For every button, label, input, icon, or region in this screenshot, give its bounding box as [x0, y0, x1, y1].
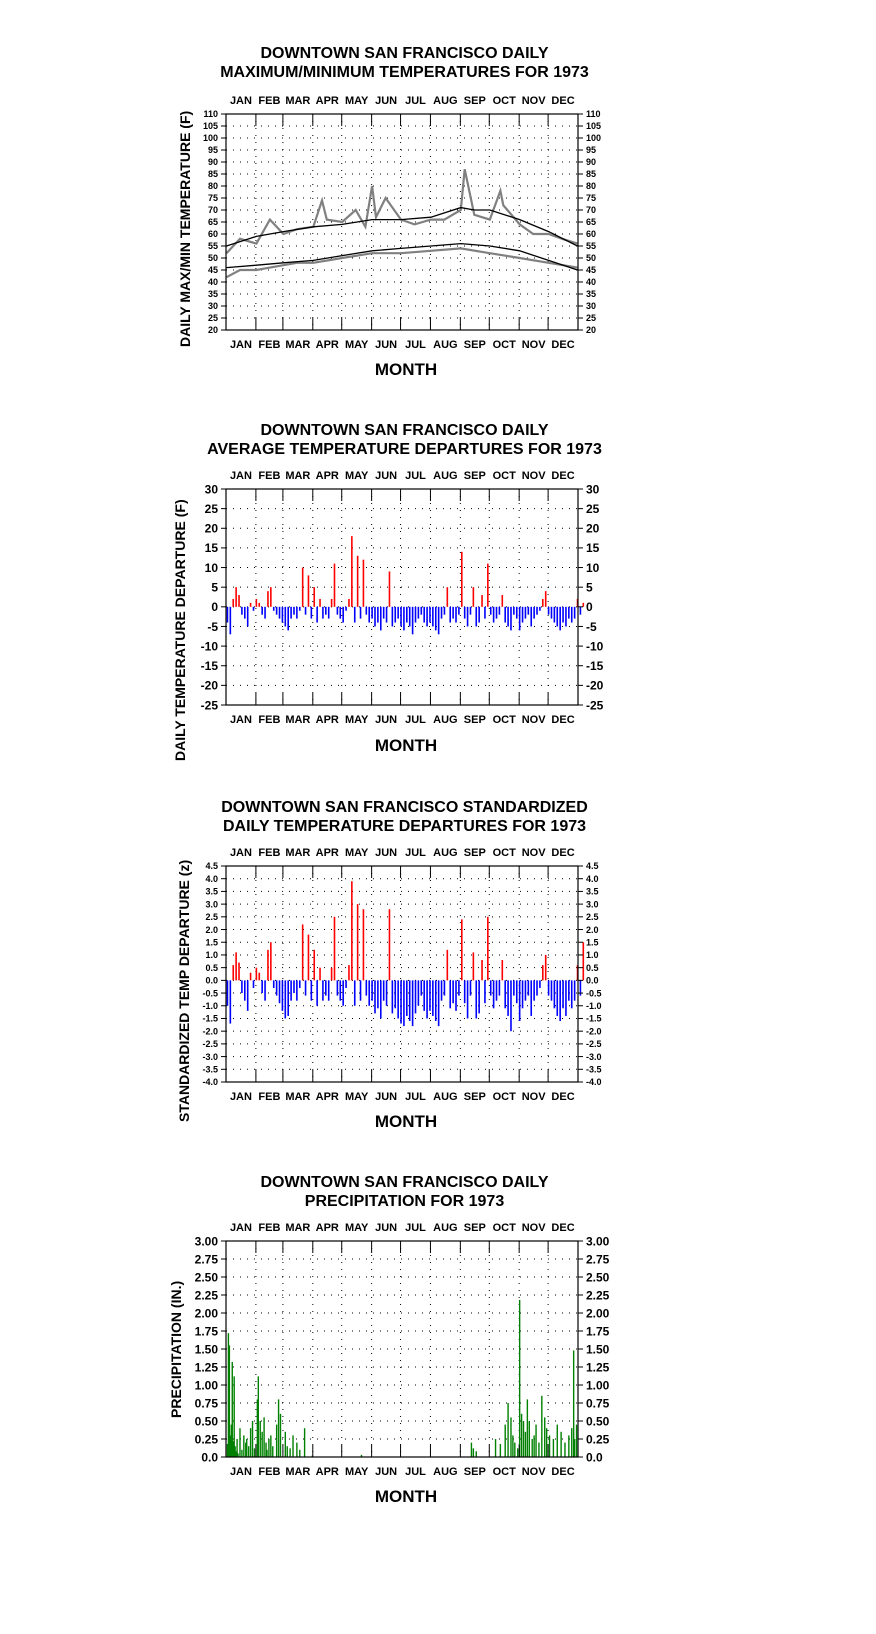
- y-tick-label: 25: [204, 501, 218, 516]
- y-tick-label: 2.5: [205, 912, 218, 923]
- y-tick-label: 20: [586, 521, 600, 536]
- y-tick-label: 85: [207, 169, 218, 180]
- x-tick-label: JAN: [229, 1222, 252, 1234]
- x-axis-title: MONTH: [374, 1112, 438, 1131]
- y-tick-label: 35: [207, 289, 218, 300]
- y-tick-label: 15: [204, 541, 218, 556]
- y-tick-label: 4.5: [586, 861, 599, 872]
- y-tick-label: 3.00: [586, 1234, 610, 1249]
- x-tick-label: JAN: [229, 1091, 252, 1103]
- y-tick-label: 1.00: [586, 1378, 610, 1393]
- y-tick-label: 1.0: [205, 950, 218, 961]
- x-tick-label: DEC: [551, 470, 575, 482]
- y-tick-label: 1.00: [194, 1378, 218, 1393]
- y-tick-label: 60: [586, 229, 597, 240]
- x-tick-label: FEB: [258, 714, 281, 726]
- x-tick-label: MAR: [285, 1222, 311, 1234]
- x-tick-label: NOV: [521, 1091, 546, 1103]
- x-tick-label: FEB: [258, 847, 281, 859]
- y-tick-label: -15: [200, 659, 218, 674]
- x-tick-label: JUN: [375, 714, 398, 726]
- y-tick-label: -2.0: [586, 1026, 602, 1037]
- x-tick-label: MAY: [344, 714, 369, 726]
- x-tick-label: JAN: [229, 95, 252, 107]
- plot-frame: [226, 489, 578, 705]
- y-tick-label: 2.50: [586, 1270, 610, 1285]
- x-tick-label: MAR: [285, 339, 311, 351]
- series-line-observed-max: [227, 169, 578, 253]
- x-axis-title: MONTH: [374, 1487, 438, 1506]
- x-tick-label: DEC: [551, 1091, 575, 1103]
- y-tick-label: 105: [202, 121, 218, 132]
- y-tick-label: 0.5: [205, 962, 218, 973]
- x-tick-label: DEC: [551, 847, 575, 859]
- y-tick-label: -2.5: [586, 1039, 602, 1050]
- x-tick-label: NOV: [521, 1466, 546, 1478]
- x-axis-title: MONTH: [374, 736, 438, 755]
- y-tick-label: 5: [586, 580, 593, 595]
- x-tick-label: JUN: [375, 95, 398, 107]
- y-tick-label: 105: [586, 121, 602, 132]
- x-tick-label: OCT: [492, 339, 516, 351]
- panel-maxmin: [0, 0, 876, 405]
- y-tick-label: 0.0: [201, 1450, 218, 1465]
- x-tick-label: JUL: [405, 847, 426, 859]
- x-tick-label: MAY: [344, 1091, 369, 1103]
- y-tick-label: 90: [207, 157, 218, 168]
- y-tick-label: 70: [586, 205, 597, 216]
- y-tick-label: 1.75: [194, 1324, 218, 1339]
- x-tick-label: AUG: [433, 339, 458, 351]
- y-tick-label: 0: [211, 600, 218, 615]
- y-tick-label: 95: [207, 145, 218, 156]
- chart-title-line-2: PRECIPITATION FOR 1973: [304, 1193, 505, 1210]
- chart-title-line-1: DOWNTOWN SAN FRANCISCO DAILY: [260, 45, 549, 62]
- y-tick-label: 110: [586, 109, 601, 120]
- y-tick-label: 2.5: [586, 912, 599, 923]
- x-tick-label: FEB: [258, 1222, 281, 1234]
- y-tick-label: -1.5: [202, 1013, 218, 1024]
- y-tick-label: 0.0: [586, 975, 599, 986]
- x-tick-label: JAN: [229, 339, 252, 351]
- x-tick-label: MAY: [344, 339, 369, 351]
- chart-title-line-1: DOWNTOWN SAN FRANCISCO DAILY: [260, 422, 549, 439]
- x-tick-label: APR: [315, 95, 339, 107]
- x-tick-label: SEP: [463, 1091, 486, 1103]
- y-tick-label: 0.25: [194, 1432, 218, 1447]
- y-tick-label: 70: [207, 205, 218, 216]
- y-tick-label: -0.5: [202, 988, 218, 999]
- y-tick-label: 1.5: [586, 937, 599, 948]
- x-tick-label: APR: [315, 1091, 339, 1103]
- y-tick-label: 1.25: [194, 1360, 218, 1375]
- y-tick-label: 0.75: [586, 1396, 610, 1411]
- y-tick-label: 20: [207, 325, 218, 336]
- y-tick-label: 50: [586, 253, 597, 264]
- standardized-plot: [0, 785, 876, 1160]
- x-tick-label: NOV: [521, 470, 546, 482]
- x-tick-label: AUG: [433, 95, 458, 107]
- x-tick-label: FEB: [258, 1091, 281, 1103]
- x-tick-label: MAR: [285, 714, 311, 726]
- y-axis-label: STANDARDIZED TEMP DEPARTURE (z): [176, 859, 192, 1122]
- y-tick-label: 80: [207, 181, 218, 192]
- y-tick-label: -10: [200, 639, 218, 654]
- x-tick-label: MAR: [285, 470, 311, 482]
- y-tick-label: 55: [207, 241, 218, 252]
- x-tick-label: DEC: [551, 339, 575, 351]
- y-tick-label: 3.0: [586, 899, 599, 910]
- y-tick-label: 40: [207, 277, 218, 288]
- x-tick-label: MAR: [285, 95, 311, 107]
- x-tick-label: JUN: [375, 847, 398, 859]
- x-tick-label: DEC: [551, 714, 575, 726]
- y-tick-label: 2.25: [194, 1288, 218, 1303]
- y-tick-label: -5: [586, 619, 597, 634]
- x-tick-label: SEP: [463, 1466, 486, 1478]
- x-tick-label: JAN: [229, 1466, 252, 1478]
- y-axis-label: DAILY TEMPERATURE DEPARTURE (F): [172, 499, 188, 761]
- y-tick-label: 20: [586, 325, 597, 336]
- y-tick-label: 35: [586, 289, 597, 300]
- x-tick-label: JAN: [229, 470, 252, 482]
- x-tick-label: DEC: [551, 95, 575, 107]
- x-tick-label: MAY: [344, 847, 369, 859]
- y-tick-label: 30: [586, 482, 600, 497]
- x-tick-label: JUL: [405, 1222, 426, 1234]
- x-tick-label: JUN: [375, 470, 398, 482]
- y-tick-label: -2.0: [202, 1026, 218, 1037]
- y-tick-label: 75: [586, 193, 597, 204]
- x-tick-label: JAN: [229, 847, 252, 859]
- y-tick-label: 50: [207, 253, 218, 264]
- y-tick-label: -0.5: [586, 988, 602, 999]
- y-tick-label: 2.00: [194, 1306, 218, 1321]
- x-tick-label: FEB: [258, 1466, 281, 1478]
- y-axis-label: PRECIPITATION (IN.): [168, 1280, 184, 1418]
- x-tick-label: SEP: [463, 339, 486, 351]
- plot-frame: [226, 866, 578, 1082]
- x-tick-label: SEP: [463, 714, 486, 726]
- x-tick-label: APR: [315, 1466, 339, 1478]
- x-tick-label: FEB: [258, 470, 281, 482]
- panel-precipitation: [0, 1160, 876, 1520]
- y-tick-label: 3.0: [205, 899, 218, 910]
- y-tick-label: -1.0: [202, 1001, 218, 1012]
- x-tick-label: APR: [315, 714, 339, 726]
- x-tick-label: AUG: [433, 1222, 458, 1234]
- x-axis-title: MONTH: [374, 360, 438, 379]
- x-tick-label: MAR: [285, 1091, 311, 1103]
- y-tick-label: -20: [586, 678, 604, 693]
- y-tick-label: 0.5: [586, 962, 599, 973]
- y-tick-label: 85: [586, 169, 597, 180]
- x-tick-label: OCT: [492, 714, 516, 726]
- y-tick-label: 30: [207, 301, 218, 312]
- y-tick-label: 5: [211, 580, 218, 595]
- y-tick-label: 2.0: [586, 924, 599, 935]
- y-tick-label: -25: [200, 698, 218, 713]
- x-tick-label: APR: [315, 847, 339, 859]
- x-tick-label: SEP: [463, 847, 486, 859]
- x-tick-label: JUL: [405, 339, 426, 351]
- y-tick-label: 90: [586, 157, 597, 168]
- y-tick-label: 1.0: [586, 950, 599, 961]
- y-tick-label: 3.5: [205, 886, 218, 897]
- x-tick-label: JUL: [405, 95, 426, 107]
- x-tick-label: NOV: [521, 847, 546, 859]
- y-tick-label: 2.75: [194, 1252, 218, 1267]
- y-tick-label: -20: [200, 678, 218, 693]
- y-tick-label: 40: [586, 277, 597, 288]
- y-tick-label: 75: [207, 193, 218, 204]
- y-tick-label: 25: [586, 501, 600, 516]
- y-axis-label: DAILY MAX/MIN TEMPERATURE (F): [177, 110, 193, 347]
- y-tick-label: 3.00: [194, 1234, 218, 1249]
- y-tick-label: -15: [586, 659, 604, 674]
- y-tick-label: -3.0: [586, 1051, 602, 1062]
- y-tick-label: -4.0: [202, 1077, 218, 1088]
- panel-departures: [0, 405, 876, 785]
- y-tick-label: 10: [204, 560, 218, 575]
- x-tick-label: APR: [315, 470, 339, 482]
- y-tick-label: 100: [586, 133, 602, 144]
- x-tick-label: NOV: [521, 1222, 546, 1234]
- y-tick-label: 1.75: [586, 1324, 610, 1339]
- x-tick-label: MAY: [344, 1466, 369, 1478]
- y-tick-label: 1.25: [586, 1360, 610, 1375]
- x-tick-label: SEP: [463, 1222, 486, 1234]
- departures-plot: [0, 405, 876, 785]
- x-tick-label: JUN: [375, 339, 398, 351]
- x-tick-label: OCT: [492, 1466, 516, 1478]
- y-tick-label: 65: [586, 217, 597, 228]
- x-tick-label: APR: [315, 1222, 339, 1234]
- x-tick-label: JUL: [405, 1466, 426, 1478]
- x-tick-label: OCT: [492, 847, 516, 859]
- x-tick-label: FEB: [258, 339, 281, 351]
- y-tick-label: -3.5: [202, 1064, 218, 1075]
- panel-standardized: [0, 785, 876, 1160]
- y-tick-label: -3.5: [586, 1064, 602, 1075]
- y-tick-label: 0.50: [586, 1414, 610, 1429]
- y-tick-label: 0.25: [586, 1432, 610, 1447]
- y-tick-label: 60: [207, 229, 218, 240]
- chart-title-line-1: DOWNTOWN SAN FRANCISCO DAILY: [260, 1174, 549, 1191]
- y-tick-label: 30: [204, 482, 218, 497]
- y-tick-label: 45: [207, 265, 218, 276]
- y-tick-label: 3.5: [586, 886, 599, 897]
- y-tick-label: 20: [204, 521, 218, 536]
- y-tick-label: 0.0: [586, 1450, 603, 1465]
- x-tick-label: JUL: [405, 1091, 426, 1103]
- y-tick-label: 2.0: [205, 924, 218, 935]
- x-tick-label: AUG: [433, 714, 458, 726]
- y-tick-label: 45: [586, 265, 597, 276]
- x-tick-label: OCT: [492, 95, 516, 107]
- y-tick-label: -3.0: [202, 1051, 218, 1062]
- y-tick-label: 4.0: [205, 873, 218, 884]
- y-tick-label: 25: [207, 313, 218, 324]
- x-tick-label: APR: [315, 339, 339, 351]
- x-tick-label: JUL: [405, 714, 426, 726]
- y-tick-label: 2.75: [586, 1252, 610, 1267]
- y-tick-label: 0.50: [194, 1414, 218, 1429]
- y-tick-label: -2.5: [202, 1039, 218, 1050]
- y-tick-label: 0.0: [205, 975, 218, 986]
- x-tick-label: JAN: [229, 714, 252, 726]
- x-tick-label: NOV: [521, 714, 546, 726]
- x-tick-label: FEB: [258, 95, 281, 107]
- x-tick-label: JUN: [375, 1091, 398, 1103]
- chart-title-line-1: DOWNTOWN SAN FRANCISCO STANDARDIZED: [221, 799, 588, 816]
- y-tick-label: 1.50: [586, 1342, 610, 1357]
- y-tick-label: 30: [586, 301, 597, 312]
- y-tick-label: 0: [586, 600, 593, 615]
- x-tick-label: MAY: [344, 470, 369, 482]
- y-tick-label: -10: [586, 639, 604, 654]
- x-tick-label: AUG: [433, 847, 458, 859]
- x-tick-label: OCT: [492, 470, 516, 482]
- y-tick-label: 15: [586, 541, 600, 556]
- chart-title-line-2: MAXIMUM/MINIMUM TEMPERATURES FOR 1973: [220, 64, 589, 81]
- x-tick-label: DEC: [551, 1466, 575, 1478]
- y-tick-label: 100: [202, 133, 218, 144]
- y-tick-label: 2.25: [586, 1288, 610, 1303]
- x-tick-label: AUG: [433, 1091, 458, 1103]
- x-tick-label: MAR: [285, 1466, 311, 1478]
- x-tick-label: MAY: [344, 1222, 369, 1234]
- x-tick-label: AUG: [433, 1466, 458, 1478]
- y-tick-label: 2.00: [586, 1306, 610, 1321]
- x-tick-label: JUN: [375, 1222, 398, 1234]
- y-tick-label: 80: [586, 181, 597, 192]
- maxmin-plot: [0, 0, 876, 405]
- y-tick-label: -1.5: [586, 1013, 602, 1024]
- y-tick-label: 4.5: [205, 861, 218, 872]
- x-tick-label: JUN: [375, 1466, 398, 1478]
- chart-title-line-2: AVERAGE TEMPERATURE DEPARTURES FOR 1973: [207, 441, 602, 458]
- y-tick-label: -5: [207, 619, 218, 634]
- x-tick-label: DEC: [551, 1222, 575, 1234]
- y-tick-label: 55: [586, 241, 597, 252]
- y-tick-label: 1.5: [205, 937, 218, 948]
- x-tick-label: NOV: [521, 95, 546, 107]
- x-tick-label: AUG: [433, 470, 458, 482]
- x-tick-label: NOV: [521, 339, 546, 351]
- y-tick-label: 110: [203, 109, 218, 120]
- x-tick-label: JUL: [405, 470, 426, 482]
- y-tick-label: 95: [586, 145, 597, 156]
- x-tick-label: OCT: [492, 1222, 516, 1234]
- x-tick-label: SEP: [463, 95, 486, 107]
- y-tick-label: 0.75: [194, 1396, 218, 1411]
- x-tick-label: SEP: [463, 470, 486, 482]
- chart-title-line-2: DAILY TEMPERATURE DEPARTURES FOR 1973: [222, 818, 587, 835]
- x-tick-label: MAY: [344, 95, 369, 107]
- y-tick-label: 2.50: [194, 1270, 218, 1285]
- precipitation-plot: [0, 1160, 876, 1520]
- y-tick-label: 1.50: [194, 1342, 218, 1357]
- y-tick-label: 25: [586, 313, 597, 324]
- y-tick-label: -4.0: [586, 1077, 602, 1088]
- y-tick-label: -25: [586, 698, 604, 713]
- y-tick-label: -1.0: [586, 1001, 602, 1012]
- y-tick-label: 4.0: [586, 873, 599, 884]
- y-tick-label: 65: [207, 217, 218, 228]
- x-tick-label: MAR: [285, 847, 311, 859]
- y-tick-label: 10: [586, 560, 600, 575]
- x-tick-label: OCT: [492, 1091, 516, 1103]
